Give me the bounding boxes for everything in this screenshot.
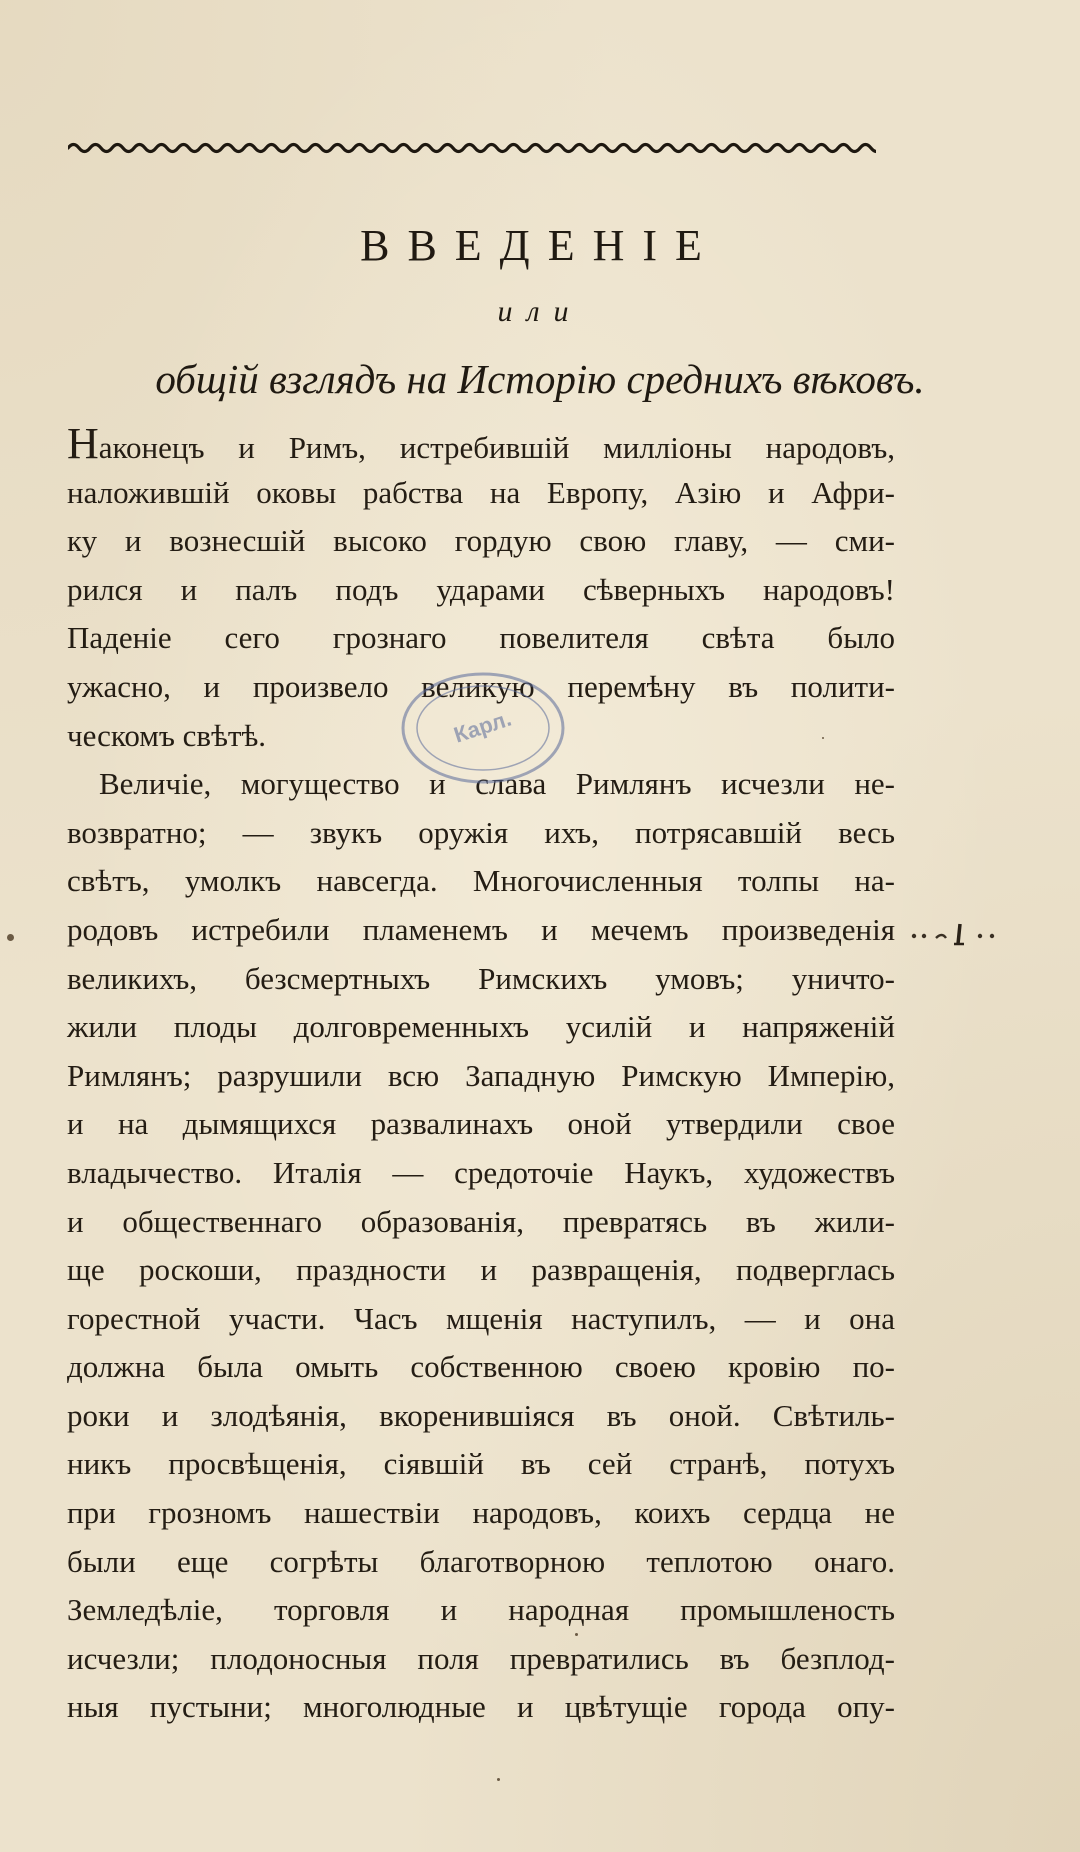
text-line: ще роскоши, праздности и развращенiя, подверглась	[67, 1252, 895, 1288]
text-line: никъ просвѣщенiя, сiявшiй въ сей странѣ, потухъ	[67, 1446, 895, 1482]
chapter-subtitle: общiй взглядъ на Исторiю среднихъ вѣковъ.	[155, 356, 925, 402]
text-line: Паденiе сего грознаго повелителя свѣта было	[67, 620, 895, 656]
text-line: жили плоды долговременныхъ усилiй и напряженiй	[67, 1009, 895, 1045]
text-line: возвратно; — звукъ оружiя ихъ, потрясавшiй весь	[67, 814, 895, 850]
body-text	[67, 420, 895, 1732]
text-line: горестной участи. Часъ мщенiя наступилъ, — и она	[67, 1300, 895, 1336]
text-line: при грозномъ нашествiи народовъ, коихъ сердца не	[67, 1495, 895, 1531]
text-line: исчезли; плодоносныя поля превратились въ безплод-	[67, 1640, 895, 1676]
text-line: и общественнаго образованiя, превратясь въ жили-	[67, 1203, 895, 1239]
text-line: должна была омыть собственною своею кровiю по-	[67, 1349, 895, 1385]
margin-annotation-icon	[908, 920, 1008, 948]
text-line: наложившiй оковы рабства на Европу, Азiю и Афри-	[67, 474, 895, 510]
text-line: свѣтъ, умолкъ навсегда. Многочисленныя толпы на-	[67, 863, 895, 899]
stamp-text: Карл.	[450, 705, 515, 748]
text-line: Наконецъ и Римъ, истребившiй миллiоны народовъ,	[67, 419, 895, 468]
text-line: Величiе, могущество и слава Римлянъ исчезли не-	[99, 766, 895, 802]
paper-speck	[7, 934, 14, 941]
text-line: владычество. Италiя — средоточiе Наукъ, художествъ	[67, 1154, 895, 1190]
text-line: родовъ истребили пламенемъ и мечемъ произведенiя	[67, 911, 895, 947]
library-stamp-icon	[398, 668, 568, 788]
paper-speck	[575, 1633, 578, 1636]
chapter-title: ВВЕДЕНIЕ	[360, 221, 720, 270]
text-line: великихъ, безсмертныхъ Римскихъ умовъ; уничто-	[67, 960, 895, 996]
drop-cap: Н	[67, 419, 99, 468]
paper-speck	[822, 737, 824, 739]
text-line: Римлянъ; разрушили всю Западную Римскую Имперiю,	[67, 1057, 895, 1093]
subtitle-conjunction: или	[497, 295, 583, 328]
text-line: были еще согрѣты благотворною теплотою онаго.	[67, 1543, 895, 1579]
text-line: Земледѣлiе, торговля и народная промышленость	[67, 1592, 895, 1628]
text-line: роки и злодѣянiя, вкоренившiяся въ оной. Свѣтиль-	[67, 1397, 895, 1433]
text-line: рился и палъ подъ ударами сѣверныхъ народовъ!	[67, 571, 895, 607]
wave-ornament-divider	[68, 138, 876, 158]
text-line: ческомъ свѣтѣ.	[67, 717, 267, 753]
text-line: и на дымящихся развалинахъ оной утвердили свое	[67, 1106, 895, 1142]
text-line: ужасно, и произвело великую перемѣну въ полити-	[67, 668, 895, 704]
paper-speck	[497, 1778, 500, 1781]
text-line: ныя пустыни; многолюдные и цвѣтущiе города опу-	[67, 1689, 895, 1725]
text-line: ку и вознесшiй высоко гордую свою главу, — сми-	[67, 523, 895, 559]
